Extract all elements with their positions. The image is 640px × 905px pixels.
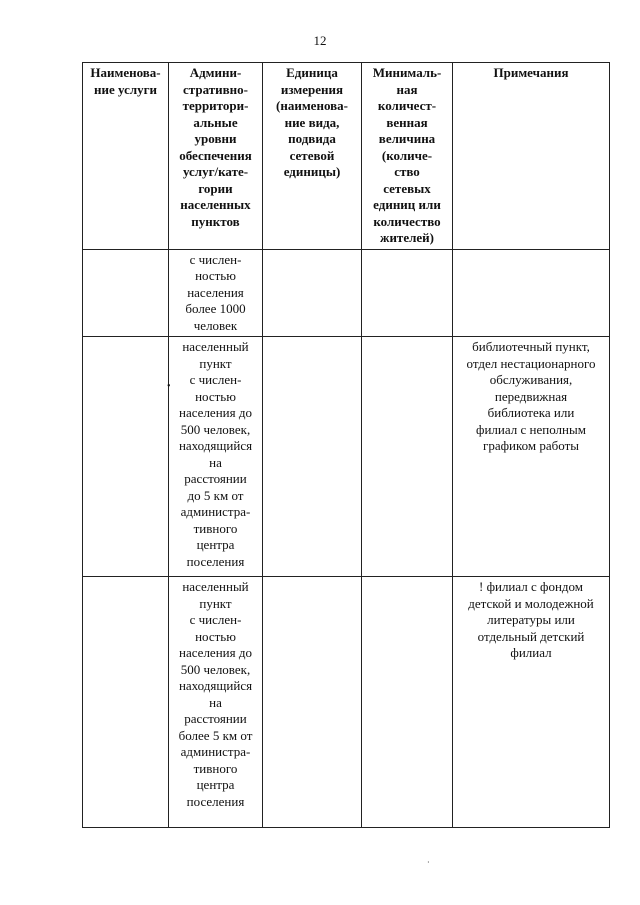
note-cell [453, 249, 610, 337]
scan-mark: • [167, 381, 171, 392]
header-service-name: Наименова- ние услуги [83, 63, 169, 250]
service-name-cell [83, 249, 169, 337]
table-row [83, 249, 610, 337]
unit-cell [263, 249, 362, 337]
scan-speck: · [427, 858, 430, 867]
header-unit: Единица измерения (наименова- ние вида, подвида сетевой единицы) [263, 63, 362, 250]
unit-cell [263, 577, 362, 828]
unit-cell [263, 337, 362, 577]
min-value-cell [362, 577, 453, 828]
category-cell: с числен- ностью населения более 1000 человек [169, 249, 263, 337]
min-value-cell [362, 337, 453, 577]
note-cell: библиотечный пункт, отдел нестационарного обслуживания, передвижная библиотека или филиал с неполным графиком работы [453, 337, 610, 577]
header-admin-levels: Админи- стративно- территори- альные уровни обеспечения услуг/кате- гории населенных пунктов [169, 63, 263, 250]
service-name-cell [83, 337, 169, 577]
note-cell: ! филиал с фондом детской и молодежной литературы или отдельный детский филиал [453, 577, 610, 828]
table-row [83, 577, 610, 828]
category-cell: населенный пункт с числен- ностью населения до 500 человек, находящийся на расстоянии более 5 км от администра- тивного центра поселения [169, 577, 263, 828]
header-notes: Примечания [453, 63, 610, 250]
page-number: 12 [313, 33, 327, 48]
header-min-value: Минималь- ная количест- венная величина (количе- ство сетевых единиц или количество жителей) [362, 63, 453, 250]
table-header-row [83, 63, 610, 250]
services-table [82, 62, 610, 828]
min-value-cell [362, 249, 453, 337]
category-cell: населенный пункт с числен- ностью населения до 500 человек, находящийся на расстоянии до 5 км от администра- тивного центра поселения [169, 337, 263, 577]
table-row [83, 337, 610, 577]
service-name-cell [83, 577, 169, 828]
